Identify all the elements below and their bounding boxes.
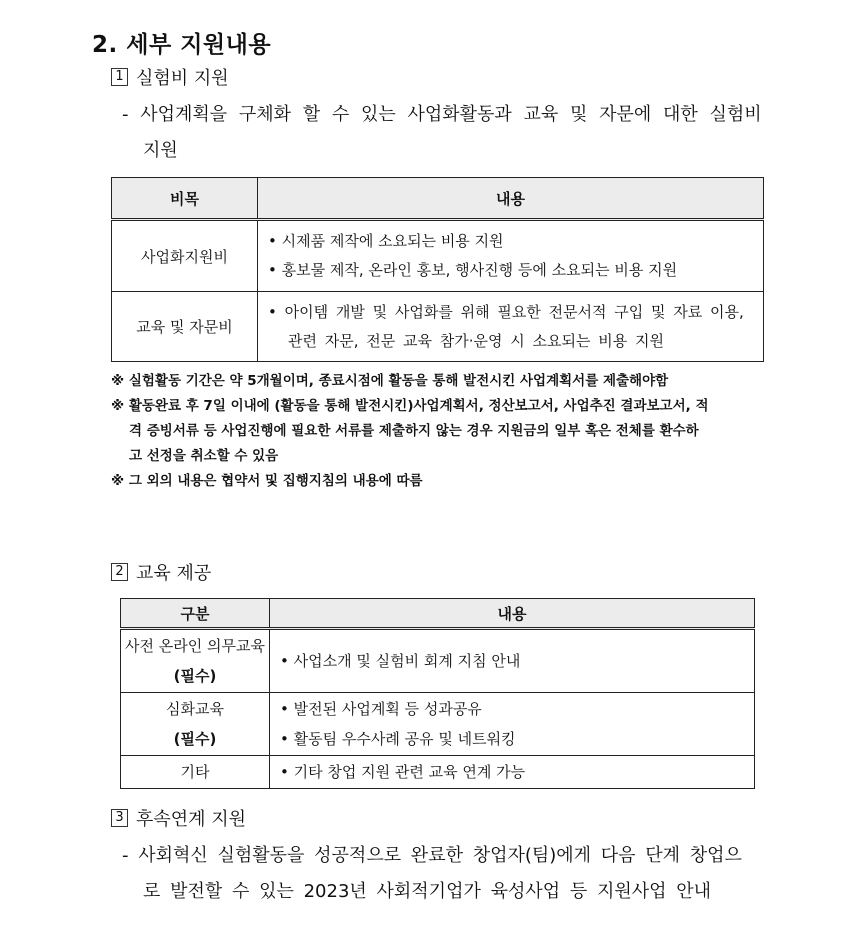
table-row xyxy=(121,629,755,693)
header-category: 구분 xyxy=(121,599,270,629)
row-category: 교육 및 자문비 xyxy=(112,292,258,362)
note-line: 고 선정을 취소할 수 있음 xyxy=(129,448,279,464)
header-category: 비목 xyxy=(112,178,258,220)
row-content xyxy=(270,629,755,693)
subsection-heading-3 xyxy=(111,805,246,831)
part3-desc-line2: 로 발전할 수 있는 2023년 사회적기업가 육성사업 등 지원사업 안내 xyxy=(143,881,712,902)
table-row xyxy=(121,756,755,789)
table-header-row xyxy=(112,178,764,220)
list-item: • 기타 창업 지원 관련 교육 연계 가능 xyxy=(280,763,526,781)
table-header-row xyxy=(121,599,755,629)
subsection-title-3: 후속연계 지원 xyxy=(136,809,247,830)
part1-desc-line2: 지원 xyxy=(143,140,178,161)
list-item: • 아이템 개발 및 사업화를 위해 필요한 전문서적 구입 및 자료 이용, 관련 자문, 전문 교육 참가·운영 시 소요되는 비용 지원 xyxy=(268,302,744,350)
number-box-2: 2 xyxy=(111,563,128,581)
number-box-1: 1 xyxy=(111,68,128,86)
row-content xyxy=(258,220,764,292)
note-line: ※ 실험활동 기간은 약 5개월이며, 종료시점에 활동을 통해 발전시킨 사업계획서를 제출해야함 xyxy=(111,373,669,389)
subsection-title-1: 실험비 지원 xyxy=(136,68,229,89)
section-title: 2. 세부 지원내용 xyxy=(92,32,272,58)
list-item: • 발전된 사업계획 등 성과공유 xyxy=(280,700,482,718)
table-row xyxy=(112,220,764,292)
list-item: • 활동팀 우수사례 공유 및 네트워킹 xyxy=(280,730,516,748)
header-content: 내용 xyxy=(258,178,764,220)
subsection-heading-2 xyxy=(111,559,211,585)
category-line: 기타 xyxy=(180,763,210,781)
number-box-3: 3 xyxy=(111,809,128,827)
category-line: 심화교육 xyxy=(166,700,224,718)
category-required: (필수) xyxy=(173,730,217,748)
note-line: ※ 활동완료 후 7일 이내에 (활동을 통해 발전시킨)사업계획서, 정산보고서, 사업추진 결과보고서, 적 xyxy=(111,398,709,414)
subsection-title-2: 교육 제공 xyxy=(136,563,212,584)
category-line: 사전 온라인 의무교육 xyxy=(125,637,265,655)
list-item: • 시제품 제작에 소요되는 비용 지원 xyxy=(268,232,504,250)
category-required: (필수) xyxy=(173,667,217,685)
part3-desc-line1: - 사회혁신 실험활동을 성공적으로 완료한 창업자(팀)에게 다음 단계 창업으 xyxy=(122,845,742,866)
table-row xyxy=(112,292,764,362)
note-line: ※ 그 외의 내용은 협약서 및 집행지침의 내용에 따름 xyxy=(111,473,423,489)
header-content: 내용 xyxy=(270,599,755,629)
part1-desc-line1: - 사업계획을 구체화 할 수 있는 사업화활동과 교육 및 자문에 대한 실험비 xyxy=(122,104,762,125)
row-category: 사업화지원비 xyxy=(112,220,258,292)
table-row xyxy=(121,693,755,756)
subsection-heading-1 xyxy=(111,64,229,90)
notes-block xyxy=(111,369,709,494)
row-content xyxy=(270,693,755,756)
list-item: • 사업소개 및 실험비 회계 지침 안내 xyxy=(280,652,521,670)
list-item: • 홍보물 제작, 온라인 홍보, 행사진행 등에 소요되는 비용 지원 xyxy=(268,261,678,279)
row-category xyxy=(121,693,270,756)
row-content xyxy=(258,292,764,362)
row-category xyxy=(121,756,270,789)
note-line: 격 증빙서류 등 사업진행에 필요한 서류를 제출하지 않는 경우 지원금의 일부 혹은 전체를 환수하 xyxy=(129,423,699,439)
row-category xyxy=(121,629,270,693)
support-cost-table xyxy=(111,177,764,362)
row-content xyxy=(270,756,755,789)
education-table xyxy=(120,598,755,789)
